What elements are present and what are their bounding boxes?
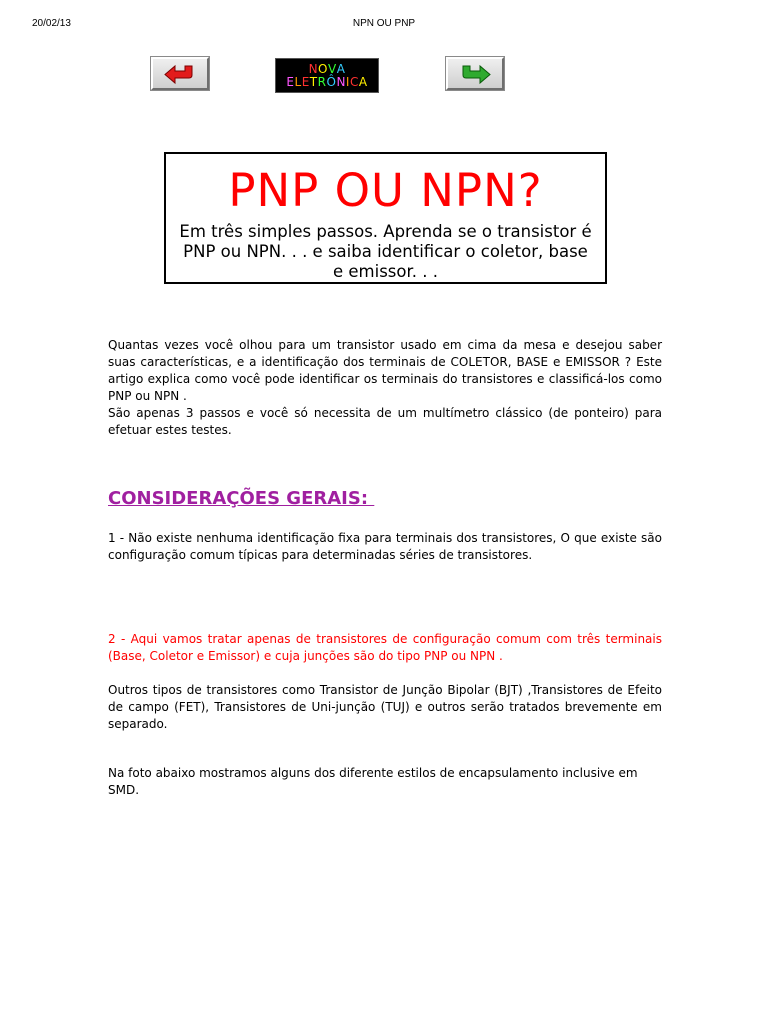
logo-letter: V xyxy=(328,61,337,76)
consideration-item-1-text: 1 - Não existe nenhuma identificação fixa para terminais dos transistores, O que existe são configuração comum típicas para determinadas séries de transistores. xyxy=(108,531,662,562)
logo-letter: I xyxy=(345,74,350,89)
consideration-item-2 xyxy=(108,631,662,665)
intro-paragraph-requirements: São apenas 3 passos e você só necessita de um multímetro clássico (de ponteiro) para efetuar estes testes. xyxy=(108,406,662,437)
print-title: NPN OU PNP xyxy=(352,18,416,29)
logo-letter: N xyxy=(336,74,346,89)
nova-eletronica-logo[interactable] xyxy=(275,58,379,93)
logo-line-nova xyxy=(309,63,346,76)
consideration-item-2-text: 2 - Aqui vamos tratar apenas de transistores de configuração comum com três terminais (Base, Coletor e Emissor) e cuja junções são do tipo PNP ou NPN . xyxy=(108,632,662,663)
logo-letter: L xyxy=(294,74,302,89)
logo-letter: E xyxy=(301,74,310,89)
logo-letter: A xyxy=(336,61,346,76)
logo-letter: C xyxy=(349,74,359,89)
intro-section xyxy=(108,337,662,439)
logo-letter: N xyxy=(308,61,319,76)
forward-button[interactable] xyxy=(446,57,504,90)
page-title: PNP OU NPN? xyxy=(228,164,543,217)
logo-letter: Ô xyxy=(326,74,337,89)
logo-letter: R xyxy=(317,74,327,89)
consideration-item-1 xyxy=(108,530,662,564)
print-date: 20/02/13 xyxy=(32,18,71,29)
intro-paragraph: Quantas vezes você olhou para um transistor usado em cima da mesa e desejou saber suas características, e a identificação dos terminais de COLETOR, BASE e EMISSOR ? Este artigo explica como você pode identificar os terminais do transistores e classificá-los como PNP ou NPN . xyxy=(108,338,662,403)
logo-letter: T xyxy=(309,74,318,89)
page-subtitle: Em três simples passos. Aprenda se o transistor é PNP ou NPN. . . e saiba identificar o coletor, base e emissor. . . xyxy=(179,222,592,281)
logo-letter: E xyxy=(286,74,295,89)
back-button[interactable] xyxy=(151,57,209,90)
logo-letter: A xyxy=(358,74,368,89)
print-header xyxy=(0,18,768,32)
photo-note-paragraph xyxy=(108,765,662,799)
other-transistors-text: Outros tipos de transistores como Transistor de Junção Bipolar (BJT) ,Transistores de Efeito de campo (FET), Transistores de Uni-junção (TUJ) e outros serão tratados brevemente em separado. xyxy=(108,683,662,731)
green-right-arrow-icon xyxy=(458,63,492,85)
other-transistors-paragraph xyxy=(108,682,662,733)
section-heading-consideracoes: CONSIDERAÇÕES GERAIS: xyxy=(108,488,375,509)
logo-line-eletronica xyxy=(286,76,367,89)
logo-letter: O xyxy=(318,61,328,76)
red-left-arrow-icon xyxy=(163,63,197,85)
title-box xyxy=(164,152,607,284)
photo-note-text: Na foto abaixo mostramos alguns dos diferente estilos de encapsulamento inclusive em SMD. xyxy=(108,766,638,797)
